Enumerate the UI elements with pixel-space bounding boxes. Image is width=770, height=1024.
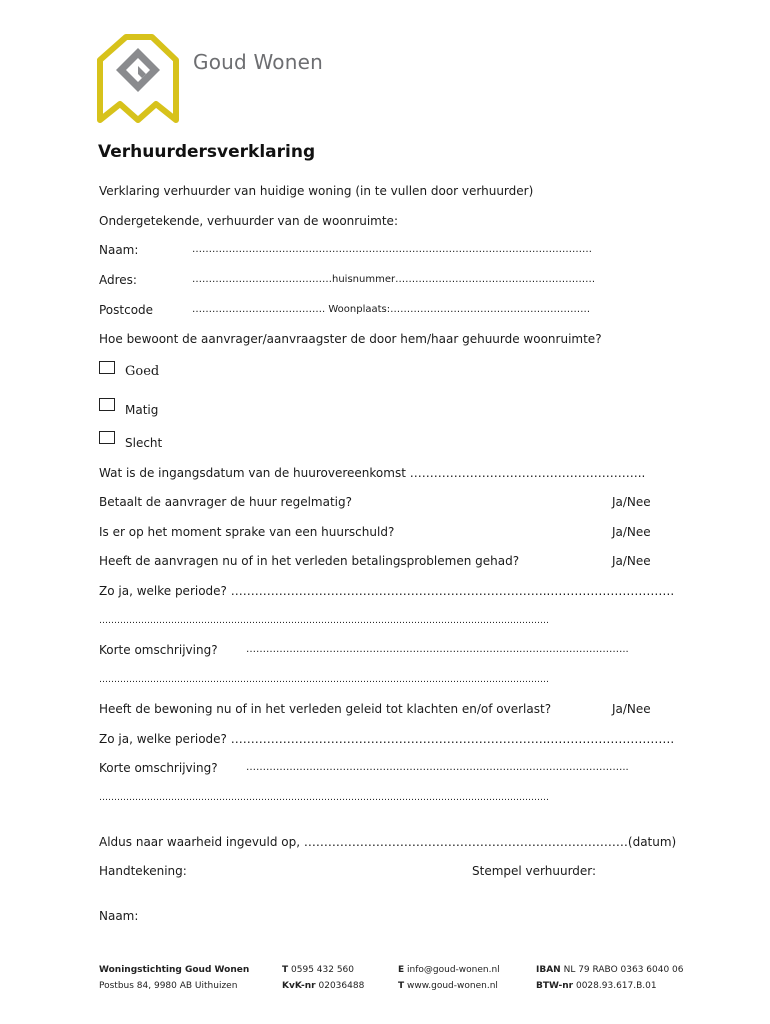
footer-phone [282, 965, 354, 975]
dotted-line-3[interactable]: …………………………………………………………………………………………………………………………………… [99, 793, 549, 803]
footer-iban-value: NL 79 RABO 0363 6040 06 [563, 965, 684, 975]
footer-web-label: T [398, 981, 405, 991]
question-complaints: Heeft de bewoning nu of in het verleden geleid tot klachten en/of overlast? [99, 702, 552, 716]
question-rent-debt: Is er op het moment sprake van een huurschuld? [99, 525, 395, 539]
footer-email-label: E [398, 965, 405, 975]
checkbox-goed[interactable] [99, 361, 115, 374]
footer-btw-label: BTW-nr [536, 981, 574, 991]
footer-web-value[interactable]: www.goud-wonen.nl [407, 981, 498, 991]
janee-rent-debt[interactable]: Ja/Nee [612, 525, 651, 539]
footer-phone-value: 0595 432 560 [291, 965, 354, 975]
janee-complaints[interactable]: Ja/Nee [612, 702, 651, 716]
checkbox-matig[interactable] [99, 398, 115, 411]
start-date-field[interactable]: Wat is de ingangsdatum van de huurovereenkomst ………………………………………………….. [99, 466, 646, 480]
checkbox-slecht[interactable] [99, 431, 115, 444]
signature-label: Handtekening: [99, 864, 187, 878]
naam-label: Naam: [99, 243, 139, 257]
description-label-1: Korte omschrijving? [99, 643, 218, 657]
question-pays-rent: Betaalt de aanvrager de huur regelmatig? [99, 495, 352, 509]
footer-btw-value: 0028.93.617.B.01 [575, 981, 657, 991]
footer-web [398, 981, 498, 991]
goud-wonen-logo [96, 32, 180, 126]
postcode-field[interactable]: …………………………………. Woonplaats:…………………………………………………… [192, 304, 591, 315]
footer-phone-label: T [282, 965, 289, 975]
adres-label: Adres: [99, 273, 137, 287]
document-title: Verhuurdersverklaring [98, 142, 316, 162]
footer-kvk-label: KvK-nr [282, 981, 316, 991]
sign-name-label: Naam: [99, 909, 139, 923]
janee-pays-rent[interactable]: Ja/Nee [612, 495, 651, 509]
option-goed-label: Goed [125, 364, 160, 379]
question-payment-problems: Heeft de aanvragen nu of in het verleden betalingsproblemen gehad? [99, 554, 520, 568]
description-field-2[interactable]: ………………………………………………………………………..………………………….. [246, 762, 629, 773]
dotted-line-1[interactable]: …………………………………………………………………………………………………………………………………… [99, 616, 549, 626]
footer-kvk-value: 02036488 [318, 981, 365, 991]
footer-org-name: Woningstichting Goud Wonen [99, 965, 250, 975]
period-field-2[interactable]: Zo ja, welke periode? ……………………………………………………………………..…………………………. [99, 732, 675, 746]
footer-email [398, 965, 500, 975]
dotted-line-2[interactable]: …………………………………………………………………………………………………………………………………… [99, 675, 549, 685]
stamp-label: Stempel verhuurder: [472, 864, 597, 878]
footer-iban-label: IBAN [536, 965, 561, 975]
undersigned-text: Ondergetekende, verhuurder van de woonruimte: [99, 214, 398, 228]
description-label-2: Korte omschrijving? [99, 761, 218, 775]
option-slecht-label: Slecht [125, 436, 163, 450]
footer-email-value[interactable]: info@goud-wonen.nl [407, 965, 500, 975]
brand-name: Goud Wonen [193, 50, 323, 74]
period-field-1[interactable]: Zo ja, welke periode? ……………………………………………………………………..…………………………. [99, 584, 675, 598]
intro-text: Verklaring verhuurder van huidige woning (in te vullen door verhuurder) [99, 184, 534, 198]
janee-payment-problems[interactable]: Ja/Nee [612, 554, 651, 568]
residence-question: Hoe bewoont de aanvrager/aanvraagster de door hem/haar gehuurde woonruimte? [99, 332, 602, 346]
adres-field[interactable]: ……………………………………huisnummer…………………………………………………… [192, 274, 596, 285]
description-field-1[interactable]: ………………………………………………………………………..………………………….. [246, 644, 629, 655]
footer-org-address: Postbus 84, 9980 AB Uithuizen [99, 981, 238, 991]
truth-date-field[interactable]: Aldus naar waarheid ingevuld op, ………………………………………………………………………(datum) [99, 835, 677, 849]
footer-iban [536, 965, 684, 975]
postcode-label: Postcode [99, 303, 154, 317]
footer-kvk [282, 981, 364, 991]
footer-btw [536, 981, 657, 991]
option-matig-label: Matig [125, 403, 159, 417]
naam-field[interactable]: ………………………………………………………………………………………………………… [192, 244, 592, 255]
